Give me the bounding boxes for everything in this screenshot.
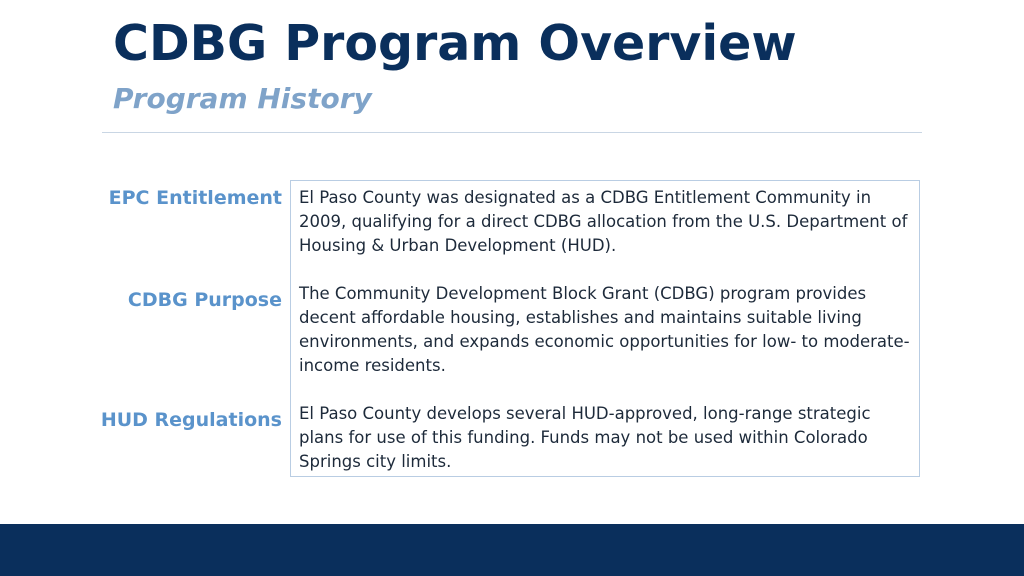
footer-bar — [0, 524, 1024, 576]
paragraph-cdbg-purpose: The Community Development Block Grant (CDBG) program provides decent affordable housing, establishes and maintains suitable living environments, and expands economic opportunities for low- to moderate-income residents. — [299, 284, 910, 375]
label-cdbg-purpose: CDBG Purpose — [127, 289, 282, 311]
slide-title: CDBG Program Overview — [113, 15, 797, 72]
label-hud-regulations: HUD Regulations — [100, 409, 282, 431]
title-divider — [102, 132, 922, 133]
paragraph-epc-entitlement: El Paso County was designated as a CDBG Entitlement Community in 2009, qualifying for a direct CDBG allocation from the U.S. Department of Housing & Urban Development (HUD). — [299, 188, 908, 255]
content-box — [290, 180, 920, 477]
paragraph-hud-regulations: El Paso County develops several HUD-approved, long-range strategic plans for use of this funding. Funds may not be used within Colorado Springs city limits. — [299, 404, 871, 471]
slide-subtitle: Program History — [113, 82, 372, 115]
label-epc-entitlement: EPC Entitlement — [108, 187, 282, 209]
